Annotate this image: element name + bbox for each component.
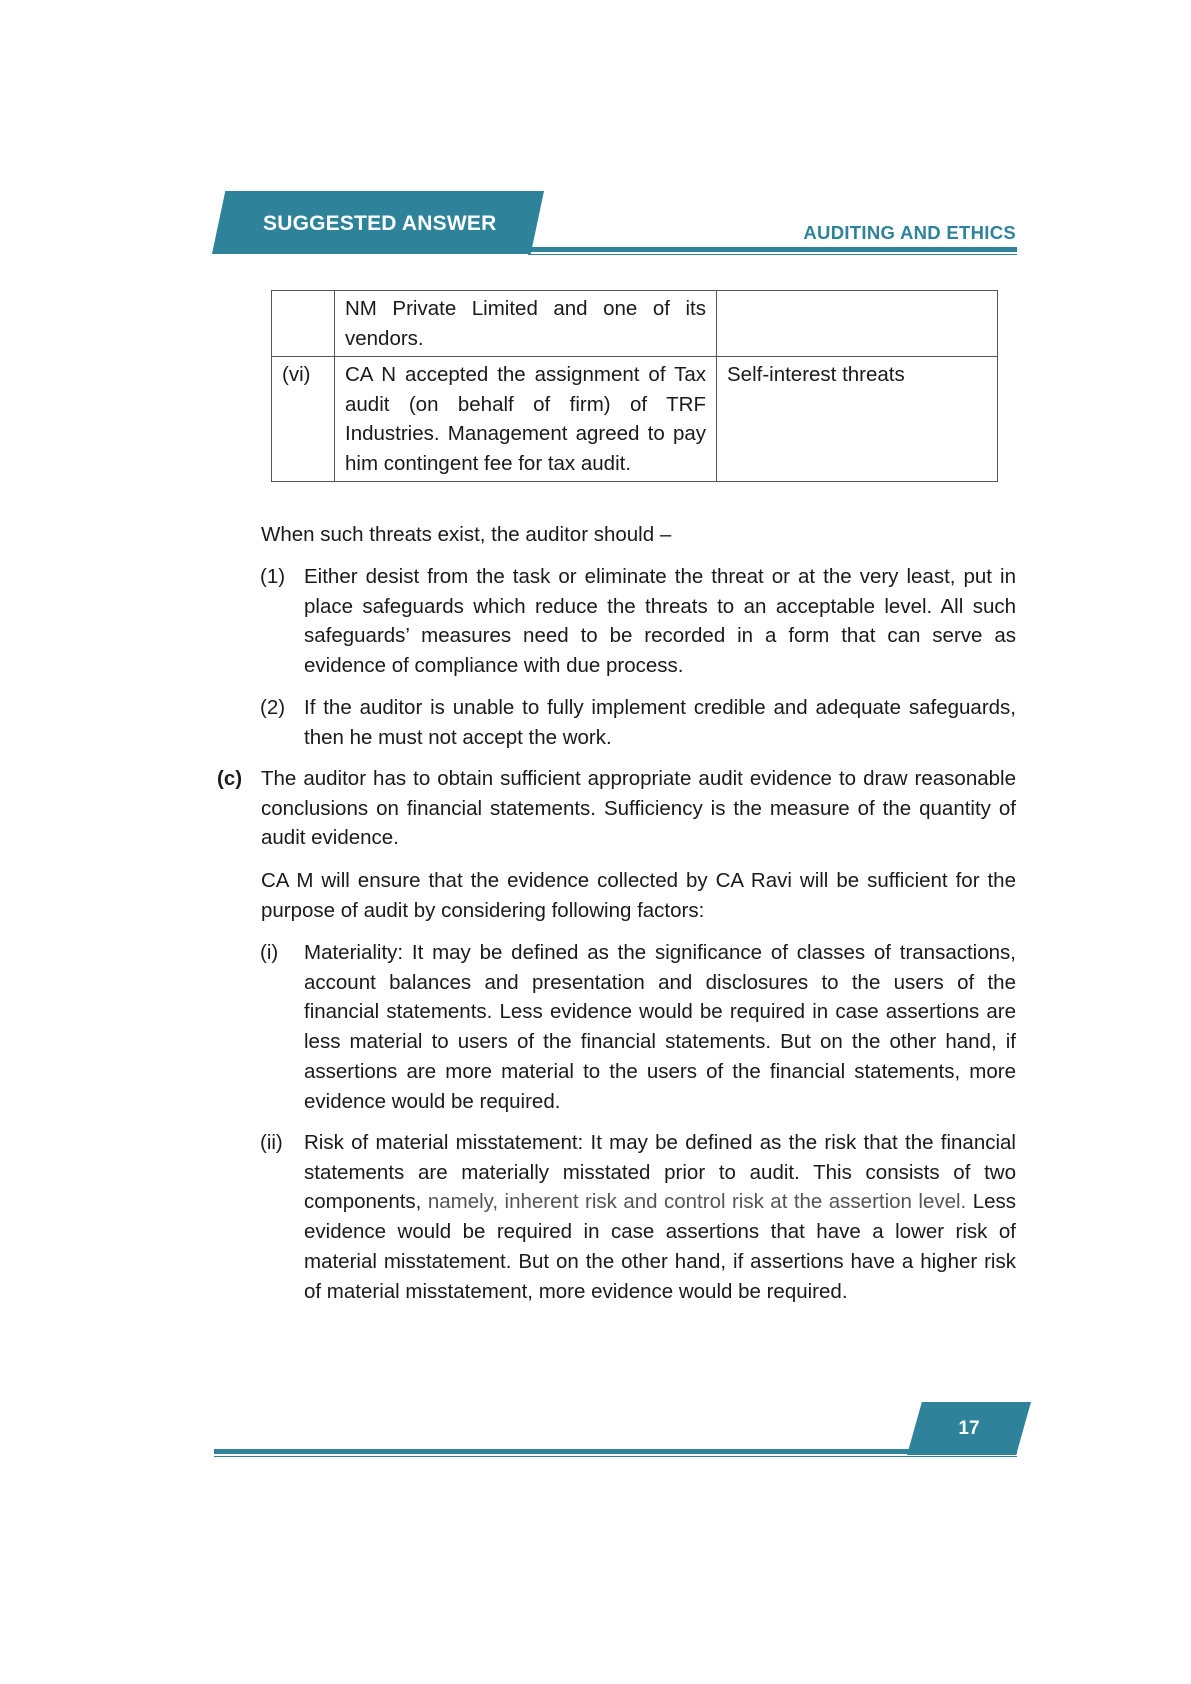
list-marker: (1)	[260, 565, 286, 588]
threat-table	[271, 290, 998, 482]
table-cell-number: (vi)	[272, 357, 335, 482]
section-marker: (c)	[217, 767, 243, 790]
threats-intro: When such threats exist, the auditor should –	[261, 523, 672, 546]
list-item: Materiality: It may be defined as the significance of classes of transactions, account balances and presentation and disclosures to the users of the financial statements. Less evidence would be required in case assertions are less material to users of the financial statements. But on the other hand, if assertions are more material to the users of the financial statements, more evidence would be required.	[304, 941, 1016, 1113]
table-cell-threat	[717, 291, 998, 357]
header-rule-thin	[528, 254, 1017, 255]
list-item: Either desist from the task or eliminate the threat or at the very least, put in place safeguards which reduce the threats to an acceptable level. All such safeguards’ measures need to be recorded in a form that can serve as evidence of compliance with due process.	[304, 565, 1016, 678]
list-item	[304, 1128, 1016, 1306]
table-row	[272, 357, 998, 482]
header-tab-label: SUGGESTED ANSWER	[263, 212, 497, 235]
section-paragraph: CA M will ensure that the evidence collected by CA Ravi will be sufficient for the purpose of audit by considering following factors:	[261, 869, 1016, 922]
table-cell-description: NM Private Limited and one of its vendors.	[335, 291, 717, 357]
table-cell-threat: Self-interest threats	[717, 357, 998, 482]
page-number: 17	[958, 1418, 980, 1439]
table-row	[272, 291, 998, 357]
footer-rule-thin	[214, 1456, 1017, 1457]
list-marker: (ii)	[260, 1131, 283, 1154]
section-paragraph: The auditor has to obtain sufficient appropriate audit evidence to draw reasonable conclusions on financial statements. Sufficiency is the measure of the quantity of audit evidence.	[261, 767, 1016, 850]
list-marker: (i)	[260, 941, 279, 964]
footer-rule	[214, 1449, 1017, 1454]
header-rule	[528, 247, 1017, 252]
list-item: If the auditor is unable to fully implement credible and adequate safeguards, then he must not accept the work.	[304, 696, 1016, 749]
table-cell-description: CA N accepted the assignment of Tax audit (on behalf of firm) of TRF Industries. Management agreed to pay him contingent fee for tax audit.	[335, 357, 717, 482]
header-subject-title: AUDITING AND ETHICS	[803, 222, 1016, 243]
list-item-text: Less evidence would be required in case assertions that have a lower risk of material misstatement. But on the other hand, if assertions have a higher risk of material misstatement, more evidence would be required.	[304, 1190, 1016, 1303]
list-item-text: Risk of material misstatement: It may be defined as the risk that the financial statements are materially misstated prior to audit. This consists of two components,	[304, 1131, 1016, 1214]
list-item-muted-text: namely, inherent risk and control risk at the assertion level.	[421, 1190, 967, 1214]
list-marker: (2)	[260, 696, 286, 719]
table-cell-number	[272, 291, 335, 357]
